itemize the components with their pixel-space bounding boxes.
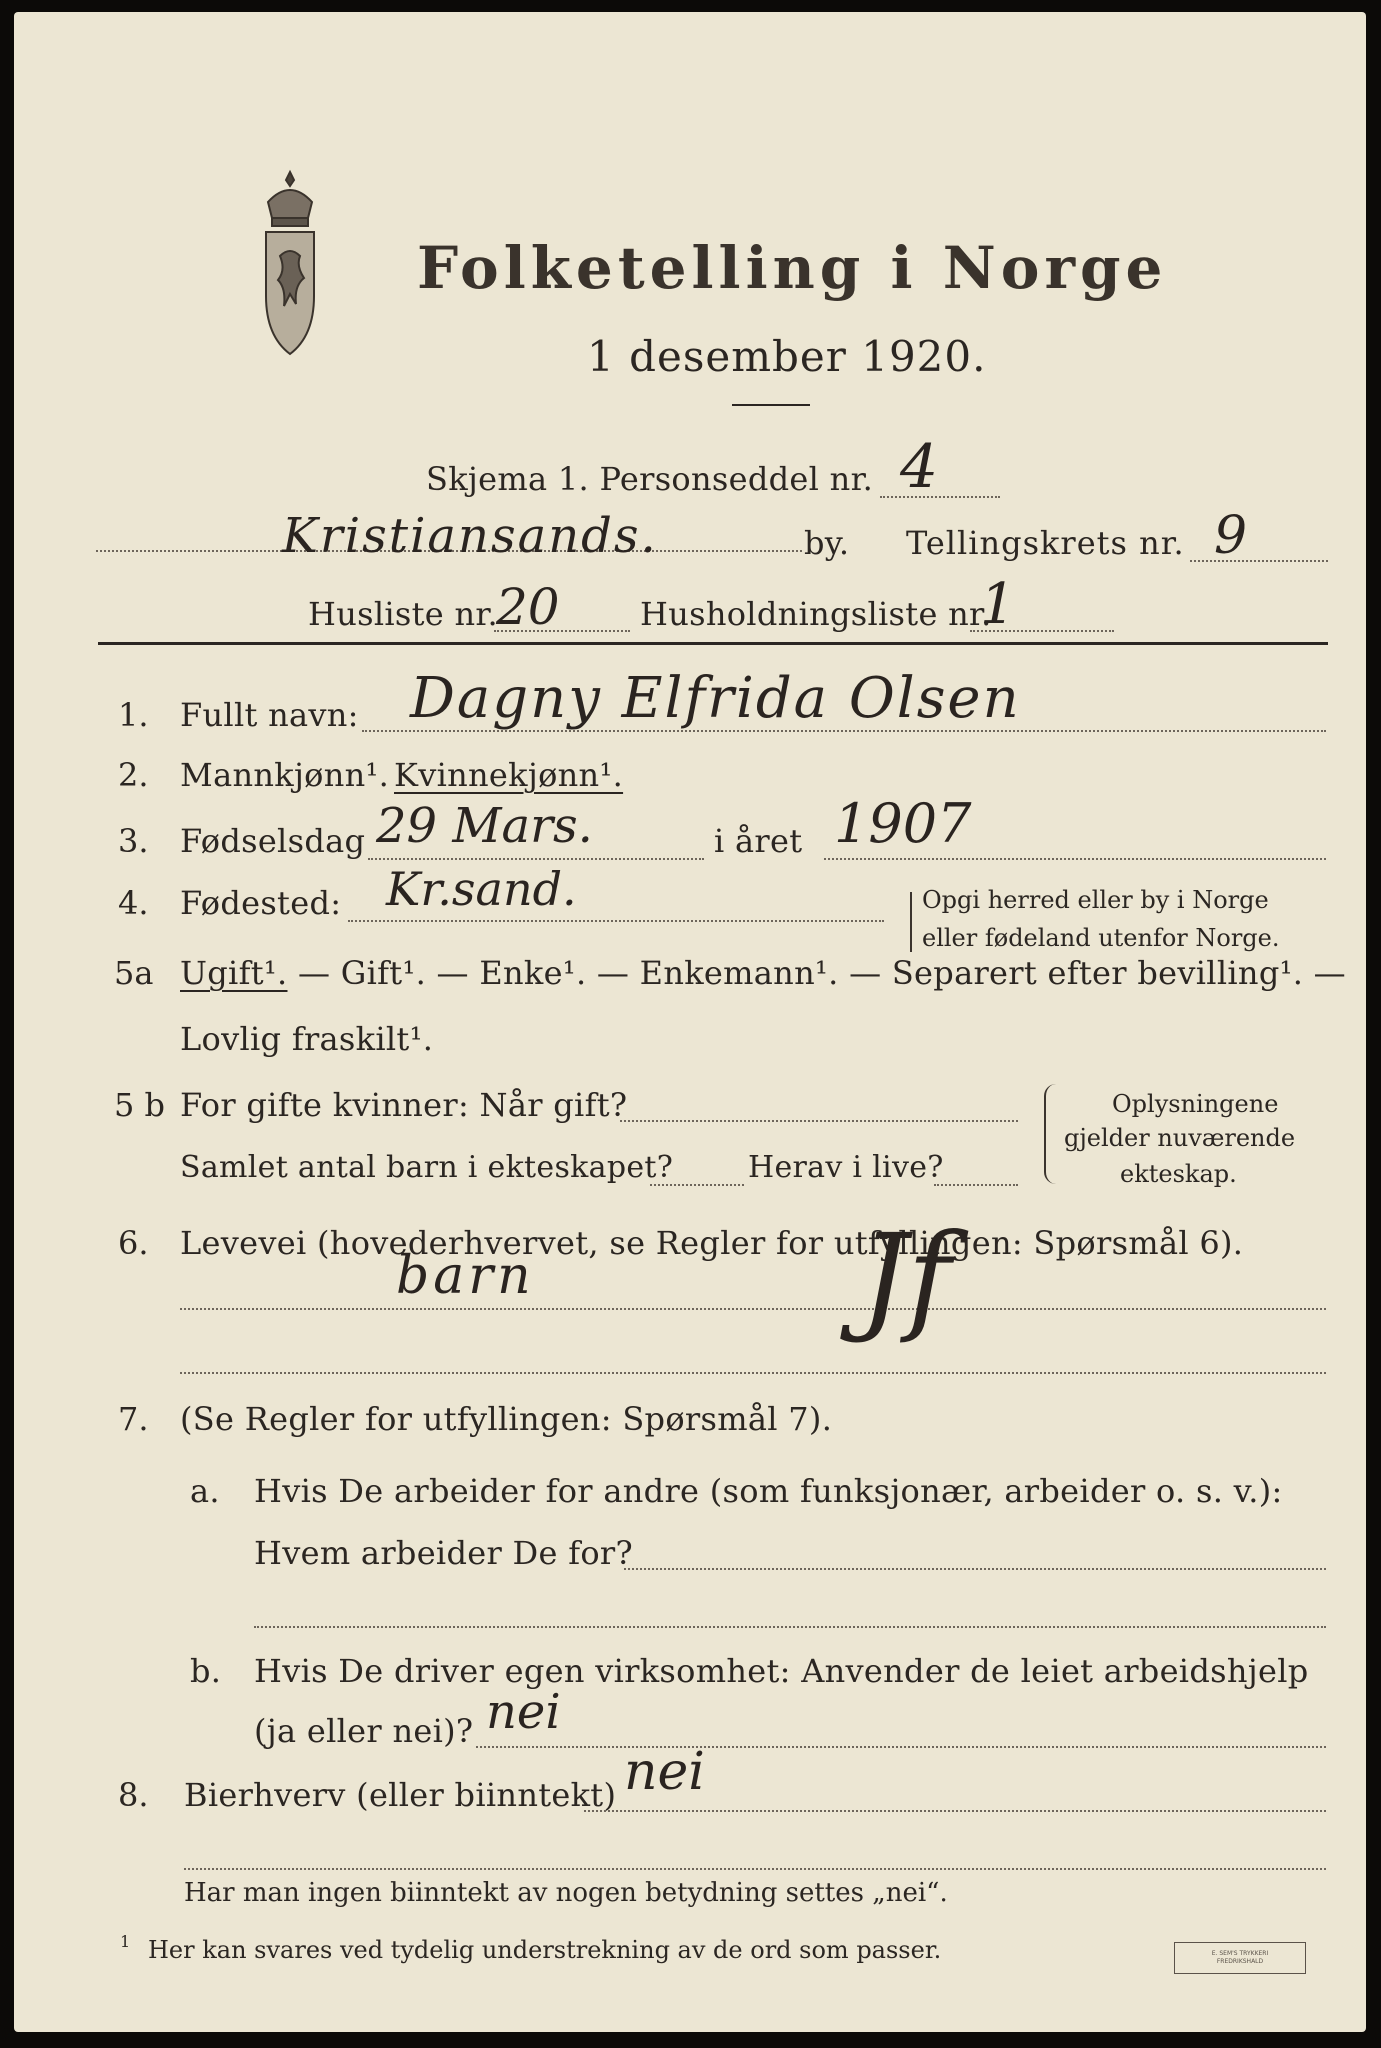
side-income-value: nei [624,1742,705,1802]
q8-number: 8. [118,1776,149,1814]
q6-label: Levevei (hovederhvervet, se Regler for utfyllingen: Spørsmål 6). [180,1224,1244,1262]
q5b-line1: For gifte kvinner: Når gift? [180,1086,628,1124]
footnote-mark: 1 [120,1932,131,1951]
q3-year-label: i året [714,822,803,860]
q6-official-mark: Jf [860,1208,951,1346]
tellingskrets-field-line [1190,560,1328,562]
husholdning-label: Husholdningsliste nr. [640,595,992,633]
husliste-label: Husliste nr. [308,595,498,633]
q7a-letter: a. [190,1472,220,1510]
birth-year-value: 1907 [834,792,972,855]
q4-label: Fødested: [180,884,342,922]
q7a-field-line2 [254,1626,1326,1628]
printer-stamp [1174,1942,1306,1974]
q8-field-line2 [184,1868,1326,1870]
q2-number: 2. [118,756,149,794]
q7a-field-line1 [624,1568,1326,1570]
city-value: Kristiansands. [282,508,658,564]
q5a-other-options: — Gift¹. — Enke¹. — Enkemann¹. — Separert efter bevilling¹. — [298,954,1346,992]
q4-field-line [348,920,884,922]
q6-field-line1 [180,1308,1326,1310]
q4-note-line2: eller fødeland utenfor Norge. [922,924,1280,952]
norway-coat-of-arms-icon [250,168,330,382]
q7b-field-line [476,1746,1326,1748]
q7b-line1: Hvis De driver egen virksomhet: Anvender de leiet arbeidshjelp [254,1652,1309,1690]
q5b-note-brace [1044,1084,1056,1184]
q8-field-line1 [584,1810,1326,1812]
q5b-married-field-line [620,1120,1018,1122]
tellingskrets-label: Tellingskrets nr. [906,524,1185,562]
q1-label: Fullt navn: [180,696,359,734]
q5b-note-line3: ekteskap. [1120,1160,1237,1188]
q5b-children-field-line [650,1184,744,1186]
occupation-value: barn [396,1246,535,1306]
census-form-sheet [14,12,1366,2032]
q3-day-field-line [368,858,704,860]
personseddel-field-line [880,496,1000,498]
hired-help-value: nei [486,1684,561,1740]
q8-label: Bierhverv (eller biinntekt) [184,1776,617,1814]
q3-year-field-line [824,858,1326,860]
q1-number: 1. [118,696,149,734]
q4-number: 4. [118,884,149,922]
q7b-letter: b. [190,1652,222,1690]
footer-note: Har man ingen biinntekt av nogen betydning settes „nei“. [184,1878,948,1908]
q4-note-brace [910,892,914,952]
q7a-line2: Hvem arbeider De for? [254,1534,633,1572]
title-divider [732,404,810,406]
q7a-line1: Hvis De arbeider for andre (som funksjonær, arbeider o. s. v.): [254,1472,1283,1510]
q4-note-line1: Opgi herred eller by i Norge [922,886,1269,914]
q5b-alive-label: Herav i live? [748,1150,944,1185]
full-name-value: Dagny Elfrida Olsen [410,666,1021,731]
q3-label: Fødselsdag [180,822,366,860]
q5a-divorced-option: Lovlig fraskilt¹. [180,1020,434,1058]
q2-male-option: Mannkjønn¹. [180,756,390,794]
husholdning-value: 1 [980,572,1016,637]
q5b-alive-field-line [934,1184,1018,1186]
q5b-number: 5 b [114,1086,166,1124]
personseddel-value: 4 [900,432,939,502]
census-date: 1 desember 1920. [587,332,987,381]
q5b-note-line2: gjelder nuværende [1064,1124,1296,1152]
q5b-children-label: Samlet antal barn i ekteskapet? [180,1150,674,1185]
tellingskrets-value: 9 [1214,506,1248,566]
form-title: Folketelling i Norge [417,234,1168,302]
q7b-line2: (ja eller nei)? [254,1712,474,1750]
q5a-number: 5a [114,954,154,992]
husliste-value: 20 [496,578,560,636]
q2-female-option-underlined: Kvinnekjønn¹. [394,756,624,794]
footnote-text: Her kan svares ved tydelig understrekning av de ord som passer. [148,1936,942,1964]
printer-stamp-line2: FREDRIKSHALD [1216,1958,1264,1965]
birth-day-value: 29 Mars. [376,798,593,854]
q7-number: 7. [118,1400,149,1438]
q5b-note-line1: Oplysningene [1112,1090,1279,1118]
q3-number: 3. [118,822,149,860]
q6-field-line2 [180,1372,1326,1374]
printer-stamp-line1: E. SEM'S TRYKKERI [1211,1950,1269,1958]
q7-label: (Se Regler for utfyllingen: Spørsmål 7). [180,1400,833,1438]
by-label: by. [804,524,850,562]
schema-label: Skjema 1. Personseddel nr. [426,460,874,498]
q6-number: 6. [118,1224,149,1262]
header-divider [98,642,1328,645]
q5a-unmarried-option-underlined: Ugift¹. [180,954,288,992]
birthplace-value: Kr.sand. [386,862,577,916]
